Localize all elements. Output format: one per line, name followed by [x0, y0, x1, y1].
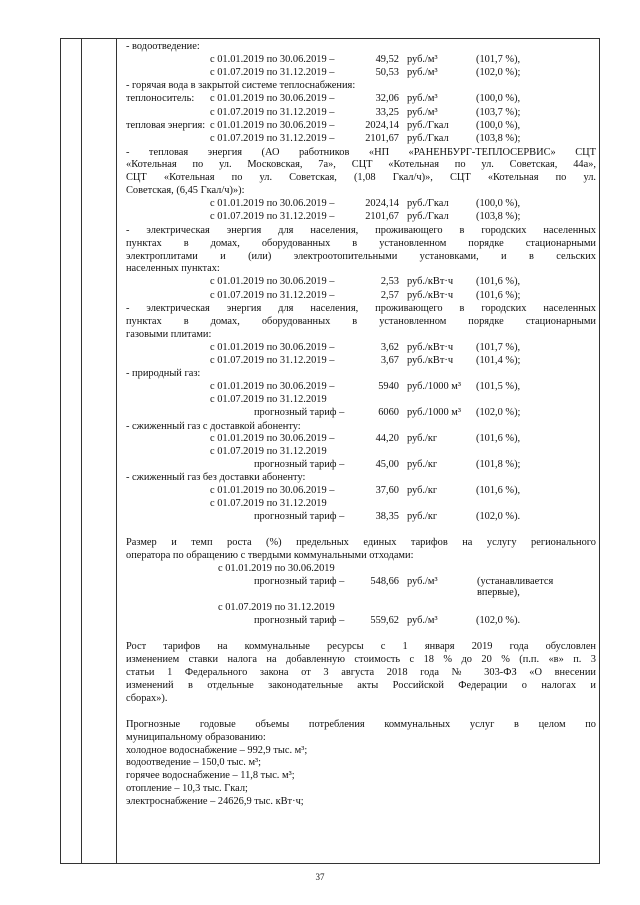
percent: (102,0 %). [476, 511, 521, 523]
forecast-label: прогнозный тариф – [254, 615, 345, 627]
tariff-row [126, 433, 596, 446]
paragraph-line: - электрическая энергия для населения, проживающего в городских населенных [126, 224, 596, 236]
tariff-row [126, 67, 596, 80]
unit: руб./кВт·ч [407, 276, 454, 288]
value: 6060 [378, 407, 399, 419]
paragraph-line: населенных пунктах: [126, 263, 220, 275]
period: с 01.07.2019 по 31.12.2019 – [210, 354, 335, 366]
paragraph-line: электроплитами и (или) электроотопительными установками, и в сельских [126, 250, 596, 262]
value: 2,53 [380, 276, 399, 288]
tariff-row [126, 485, 596, 498]
tariff-row [126, 198, 596, 211]
value: 44,20 [375, 433, 399, 445]
unit: руб./кВт·ч [407, 354, 454, 366]
paragraph-line: пунктах в домах, оборудованных в установленном порядке стационарными [126, 237, 596, 249]
tariff-row [126, 355, 596, 368]
tariff-row [126, 602, 596, 615]
unit: руб./м³ [407, 615, 438, 627]
value: 2101,67 [365, 211, 399, 223]
period: с 01.01.2019 по 30.06.2019 – [210, 93, 335, 105]
paragraph-line: Советская, (6,45 Гкал/ч)»): [126, 185, 245, 197]
percent: (103,7 %); [476, 106, 521, 118]
paragraph-line: Прогнозные годовые объемы потребления коммунальных услуг в целом по [126, 718, 596, 730]
section-title: - горячая вода в закрытой системе теплоснабжения: [126, 80, 356, 92]
percent: (101,6 %), [476, 276, 521, 288]
column-divider [81, 39, 82, 863]
paragraph-line: пунктах в домах, оборудованных в установленном порядке стационарными [126, 315, 596, 327]
paragraph-line: «Котельная по ул. Московская, 7а», СЦТ «Котельная по ул. Советская, 44а», [126, 159, 596, 171]
list-item: водоотведение – 150,0 тыс. м³; [126, 757, 262, 769]
unit: руб./м³ [407, 53, 438, 65]
tariff-row [126, 407, 596, 420]
percent: (101,5 %), [476, 381, 521, 393]
paragraph-line: - электрическая энергия для населения, проживающего в городских населенных [126, 302, 596, 314]
period: с 01.01.2019 по 30.06.2019 – [210, 119, 335, 131]
paragraph-line: оператора по обращению с твердыми коммунальными отходами: [126, 550, 414, 562]
value: 49,52 [375, 53, 399, 65]
value: 548,66 [370, 576, 399, 588]
percent: (103,8 %); [476, 211, 521, 223]
paragraph-line: - тепловая энергия (АО работников «НП «РАНЕНБУРГ-ТЕПЛОСЕРВИС» СЦТ [126, 146, 596, 158]
tariff-text-cell [126, 41, 596, 809]
unit: руб./м³ [407, 67, 438, 79]
tariff-row [126, 342, 596, 355]
percent: (102,0 %); [476, 407, 521, 419]
paragraph-line: сборах»). [126, 692, 168, 704]
value: 2,57 [380, 289, 399, 301]
tariff-row [126, 211, 596, 224]
period: с 01.01.2019 по 30.06.2019 – [210, 198, 335, 210]
tariff-row [126, 459, 596, 472]
tariff-row [126, 381, 596, 394]
tariff-row [126, 446, 596, 459]
row-label: теплоноситель: [126, 93, 195, 105]
tariff-row [126, 576, 596, 602]
tariff-row [126, 511, 596, 524]
period: с 01.01.2019 по 30.06.2019 [218, 563, 335, 575]
section-title: - сжиженный газ без доставки абоненту: [126, 472, 306, 484]
period: с 01.07.2019 по 31.12.2019 [210, 446, 327, 458]
period: с 01.07.2019 по 31.12.2019 [218, 602, 335, 614]
period: с 01.07.2019 по 31.12.2019 [210, 498, 327, 510]
page-number: 37 [315, 872, 325, 882]
list-item: горячее водоснабжение – 11,8 тыс. м³; [126, 770, 295, 782]
paragraph-line: СЦТ «Котельная по ул. Советская, (1,08 Гкал/ч)», СЦТ «Котельная по ул. [126, 172, 596, 184]
value: 5940 [378, 381, 399, 393]
percent: (101,4 %); [476, 354, 521, 366]
period: с 01.07.2019 по 31.12.2019 – [210, 289, 335, 301]
paragraph-line: статьи 1 Федерального закона от 3 августа 2018 года № 303-ФЗ «О внесении [126, 667, 596, 679]
unit: руб./м³ [407, 93, 438, 105]
percent: (101,6 %), [476, 485, 521, 497]
forecast-label: прогнозный тариф – [254, 459, 345, 471]
percent: (устанавливается впервые), [477, 576, 554, 599]
unit: руб./Гкал [407, 119, 449, 131]
tariff-row [126, 563, 596, 576]
percent: (101,6 %); [476, 289, 521, 301]
paragraph-line: газовыми плитами: [126, 328, 212, 340]
list-item: отопление – 10,3 тыс. Гкал; [126, 783, 248, 795]
period: с 01.07.2019 по 31.12.2019 – [210, 133, 335, 145]
value: 2024,14 [365, 198, 399, 210]
unit: руб./м³ [407, 576, 438, 588]
period: с 01.07.2019 по 31.12.2019 – [210, 106, 335, 118]
percent: (102,0 %). [476, 615, 521, 627]
tariff-row [126, 615, 596, 628]
value: 33,25 [375, 106, 399, 118]
column-divider [116, 39, 117, 863]
period: с 01.01.2019 по 30.06.2019 – [210, 381, 335, 393]
period: с 01.07.2019 по 31.12.2019 – [210, 211, 335, 223]
tariff-row [126, 290, 596, 303]
paragraph-line: изменением ставки налога на добавленную стоимость с 18 % до 20 % (п.п. «в» п. 3 [126, 654, 596, 666]
unit: руб./Гкал [407, 133, 449, 145]
period: с 01.01.2019 по 30.06.2019 – [210, 433, 335, 445]
period: с 01.01.2019 по 30.06.2019 – [210, 53, 335, 65]
unit: руб./кг [407, 485, 438, 497]
unit: руб./1000 м³ [407, 407, 461, 419]
percent: (100,0 %), [476, 198, 521, 210]
percent: (101,6 %), [476, 433, 521, 445]
tariff-row [126, 276, 596, 289]
section-title: - природный газ: [126, 368, 201, 380]
value: 2101,67 [365, 133, 399, 145]
unit: руб./Гкал [407, 198, 449, 210]
percent: (102,0 %); [476, 67, 521, 79]
tariff-row [126, 394, 596, 407]
list-item: электроснабжение – 24626,9 тыс. кВт·ч; [126, 796, 304, 808]
forecast-label: прогнозный тариф – [254, 407, 345, 419]
value: 50,53 [375, 67, 399, 79]
forecast-label: прогнозный тариф – [254, 511, 345, 523]
unit: руб./1000 м³ [407, 381, 461, 393]
section-title: - сжиженный газ с доставкой абоненту: [126, 420, 301, 432]
tariff-row [126, 133, 596, 146]
value: 38,35 [375, 511, 399, 523]
value: 32,06 [375, 93, 399, 105]
unit: руб./м³ [407, 106, 438, 118]
value: 559,62 [370, 615, 399, 627]
percent: (103,8 %); [476, 133, 521, 145]
percent: (101,7 %), [476, 53, 521, 65]
value: 45,00 [375, 459, 399, 471]
percent: (101,8 %); [476, 459, 521, 471]
value: 3,62 [380, 341, 399, 353]
row-label: тепловая энергия: [126, 119, 206, 131]
list-item: холодное водоснабжение – 992,9 тыс. м³; [126, 744, 308, 756]
percent: (100,0 %), [476, 119, 521, 131]
period: с 01.01.2019 по 30.06.2019 – [210, 341, 335, 353]
paragraph-line: Размер и темп роста (%) предельных единых тарифов на услугу регионального [126, 537, 596, 549]
paragraph-line: изменений в отдельные законодательные акты Российской Федерации о налогах и [126, 679, 596, 691]
unit: руб./кг [407, 511, 438, 523]
period: с 01.07.2019 по 31.12.2019 [210, 394, 327, 406]
forecast-label: прогнозный тариф – [254, 576, 345, 588]
paragraph-line: муниципальному образованию: [126, 731, 266, 743]
value: 2024,14 [365, 119, 399, 131]
tariff-row [126, 54, 596, 67]
tariff-row [126, 93, 596, 106]
unit: руб./кг [407, 459, 438, 471]
tariff-row [126, 120, 596, 133]
period: с 01.07.2019 по 31.12.2019 – [210, 67, 335, 79]
value: 37,60 [375, 485, 399, 497]
table-frame [60, 38, 600, 864]
period: с 01.01.2019 по 30.06.2019 – [210, 485, 335, 497]
tariff-row [126, 498, 596, 511]
unit: руб./Гкал [407, 211, 449, 223]
section-title: - водоотведение: [126, 41, 200, 52]
percent: (101,7 %), [476, 341, 521, 353]
unit: руб./кВт·ч [407, 289, 454, 301]
unit: руб./кг [407, 433, 438, 445]
unit: руб./кВт·ч [407, 341, 454, 353]
period: с 01.01.2019 по 30.06.2019 – [210, 276, 335, 288]
tariff-row [126, 107, 596, 120]
value: 3,67 [380, 354, 399, 366]
percent: (100,0 %), [476, 93, 521, 105]
paragraph-line: Рост тарифов на коммунальные ресурсы с 1 января 2019 года обусловлен [126, 641, 596, 653]
